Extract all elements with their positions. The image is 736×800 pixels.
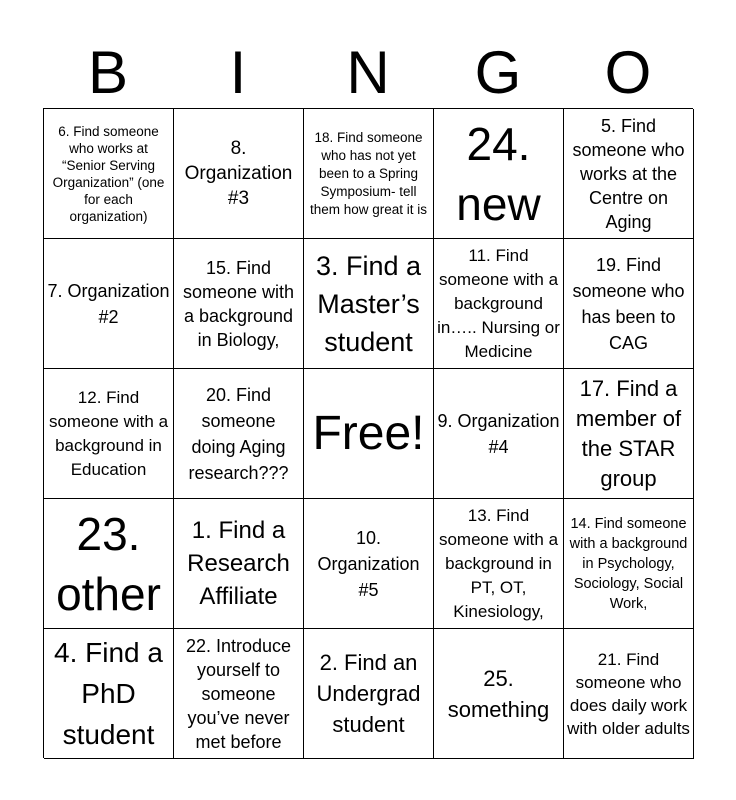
header-letter-o: O xyxy=(604,39,652,106)
cell-text: 3. Find a Master’s student xyxy=(315,250,422,357)
cell-text: 21. Find someone who does daily work with older adults xyxy=(567,649,690,738)
bingo-cell[interactable] xyxy=(564,109,694,239)
cell-text: 15. Find someone with a background in Biology, xyxy=(182,257,295,350)
cell-text: 7. Organization #2 xyxy=(47,280,170,327)
bingo-grid xyxy=(43,108,693,758)
cell-text: Free! xyxy=(312,406,425,460)
bingo-cell[interactable] xyxy=(564,499,694,629)
bingo-cell[interactable] xyxy=(304,369,434,499)
cell-text: 1. Find a Research Affiliate xyxy=(187,517,290,610)
cell-text: 11. Find someone with a background in….. Nursing or Medicine xyxy=(437,245,560,361)
cell-text: 22. Introduce yourself to someone you’ve never met before xyxy=(185,635,292,752)
cell-text: 13. Find someone with a background in PT, OT, Kinesiology, xyxy=(438,505,559,621)
bingo-cell[interactable] xyxy=(304,239,434,369)
bingo-cell[interactable] xyxy=(44,629,174,759)
bingo-cell[interactable] xyxy=(304,629,434,759)
bingo-cell[interactable] xyxy=(174,239,304,369)
bingo-cell[interactable] xyxy=(174,109,304,239)
bingo-cell[interactable] xyxy=(564,629,694,759)
header-letter-n: N xyxy=(346,39,390,106)
cell-text: 6. Find someone who works at “Senior Serving Organization” (one for each organization) xyxy=(52,123,165,224)
bingo-cell[interactable] xyxy=(434,499,564,629)
bingo-cell[interactable] xyxy=(44,499,174,629)
bingo-header xyxy=(43,38,693,108)
header-letter-b: B xyxy=(87,39,129,106)
cell-text: 9. Organization #4 xyxy=(437,410,560,457)
cell-text: 23. other xyxy=(56,507,161,620)
cell-text: 10. Organization #5 xyxy=(317,527,420,600)
bingo-cell[interactable] xyxy=(304,109,434,239)
cell-text: 20. Find someone doing Aging research??? xyxy=(188,384,289,483)
bingo-cell[interactable] xyxy=(44,239,174,369)
cell-text: 14. Find someone with a background in Psychology, Sociology, Social Work, xyxy=(569,515,688,612)
bingo-cell[interactable] xyxy=(434,629,564,759)
header-letter-i: I xyxy=(229,39,247,106)
bingo-cell[interactable] xyxy=(174,369,304,499)
cell-text: 2. Find an Undergrad student xyxy=(316,650,421,737)
bingo-cell[interactable] xyxy=(304,499,434,629)
bingo-cell[interactable] xyxy=(174,499,304,629)
bingo-cell[interactable] xyxy=(564,369,694,499)
cell-text: 18. Find someone who has not yet been to a Spring Symposium- tell them how great it is xyxy=(309,129,428,217)
bingo-cell[interactable] xyxy=(434,109,564,239)
bingo-cell[interactable] xyxy=(434,369,564,499)
bingo-cell[interactable] xyxy=(44,369,174,499)
header-letter-g: G xyxy=(474,39,522,106)
bingo-cell[interactable] xyxy=(564,239,694,369)
bingo-cell[interactable] xyxy=(44,109,174,239)
cell-text: 25. something xyxy=(447,665,550,722)
cell-text: 17. Find a member of the STAR group xyxy=(575,375,682,491)
cell-text: 8. Organization #3 xyxy=(184,138,293,209)
cell-text: 4. Find a PhD student xyxy=(54,637,163,750)
cell-text: 19. Find someone who has been to CAG xyxy=(572,254,685,353)
cell-text: 12. Find someone with a background in Education xyxy=(48,387,169,479)
bingo-cell[interactable] xyxy=(434,239,564,369)
bingo-cell[interactable] xyxy=(174,629,304,759)
cell-text: 24. new xyxy=(456,117,541,230)
cell-text: 5. Find someone who works at the Centre on Aging xyxy=(572,115,685,232)
